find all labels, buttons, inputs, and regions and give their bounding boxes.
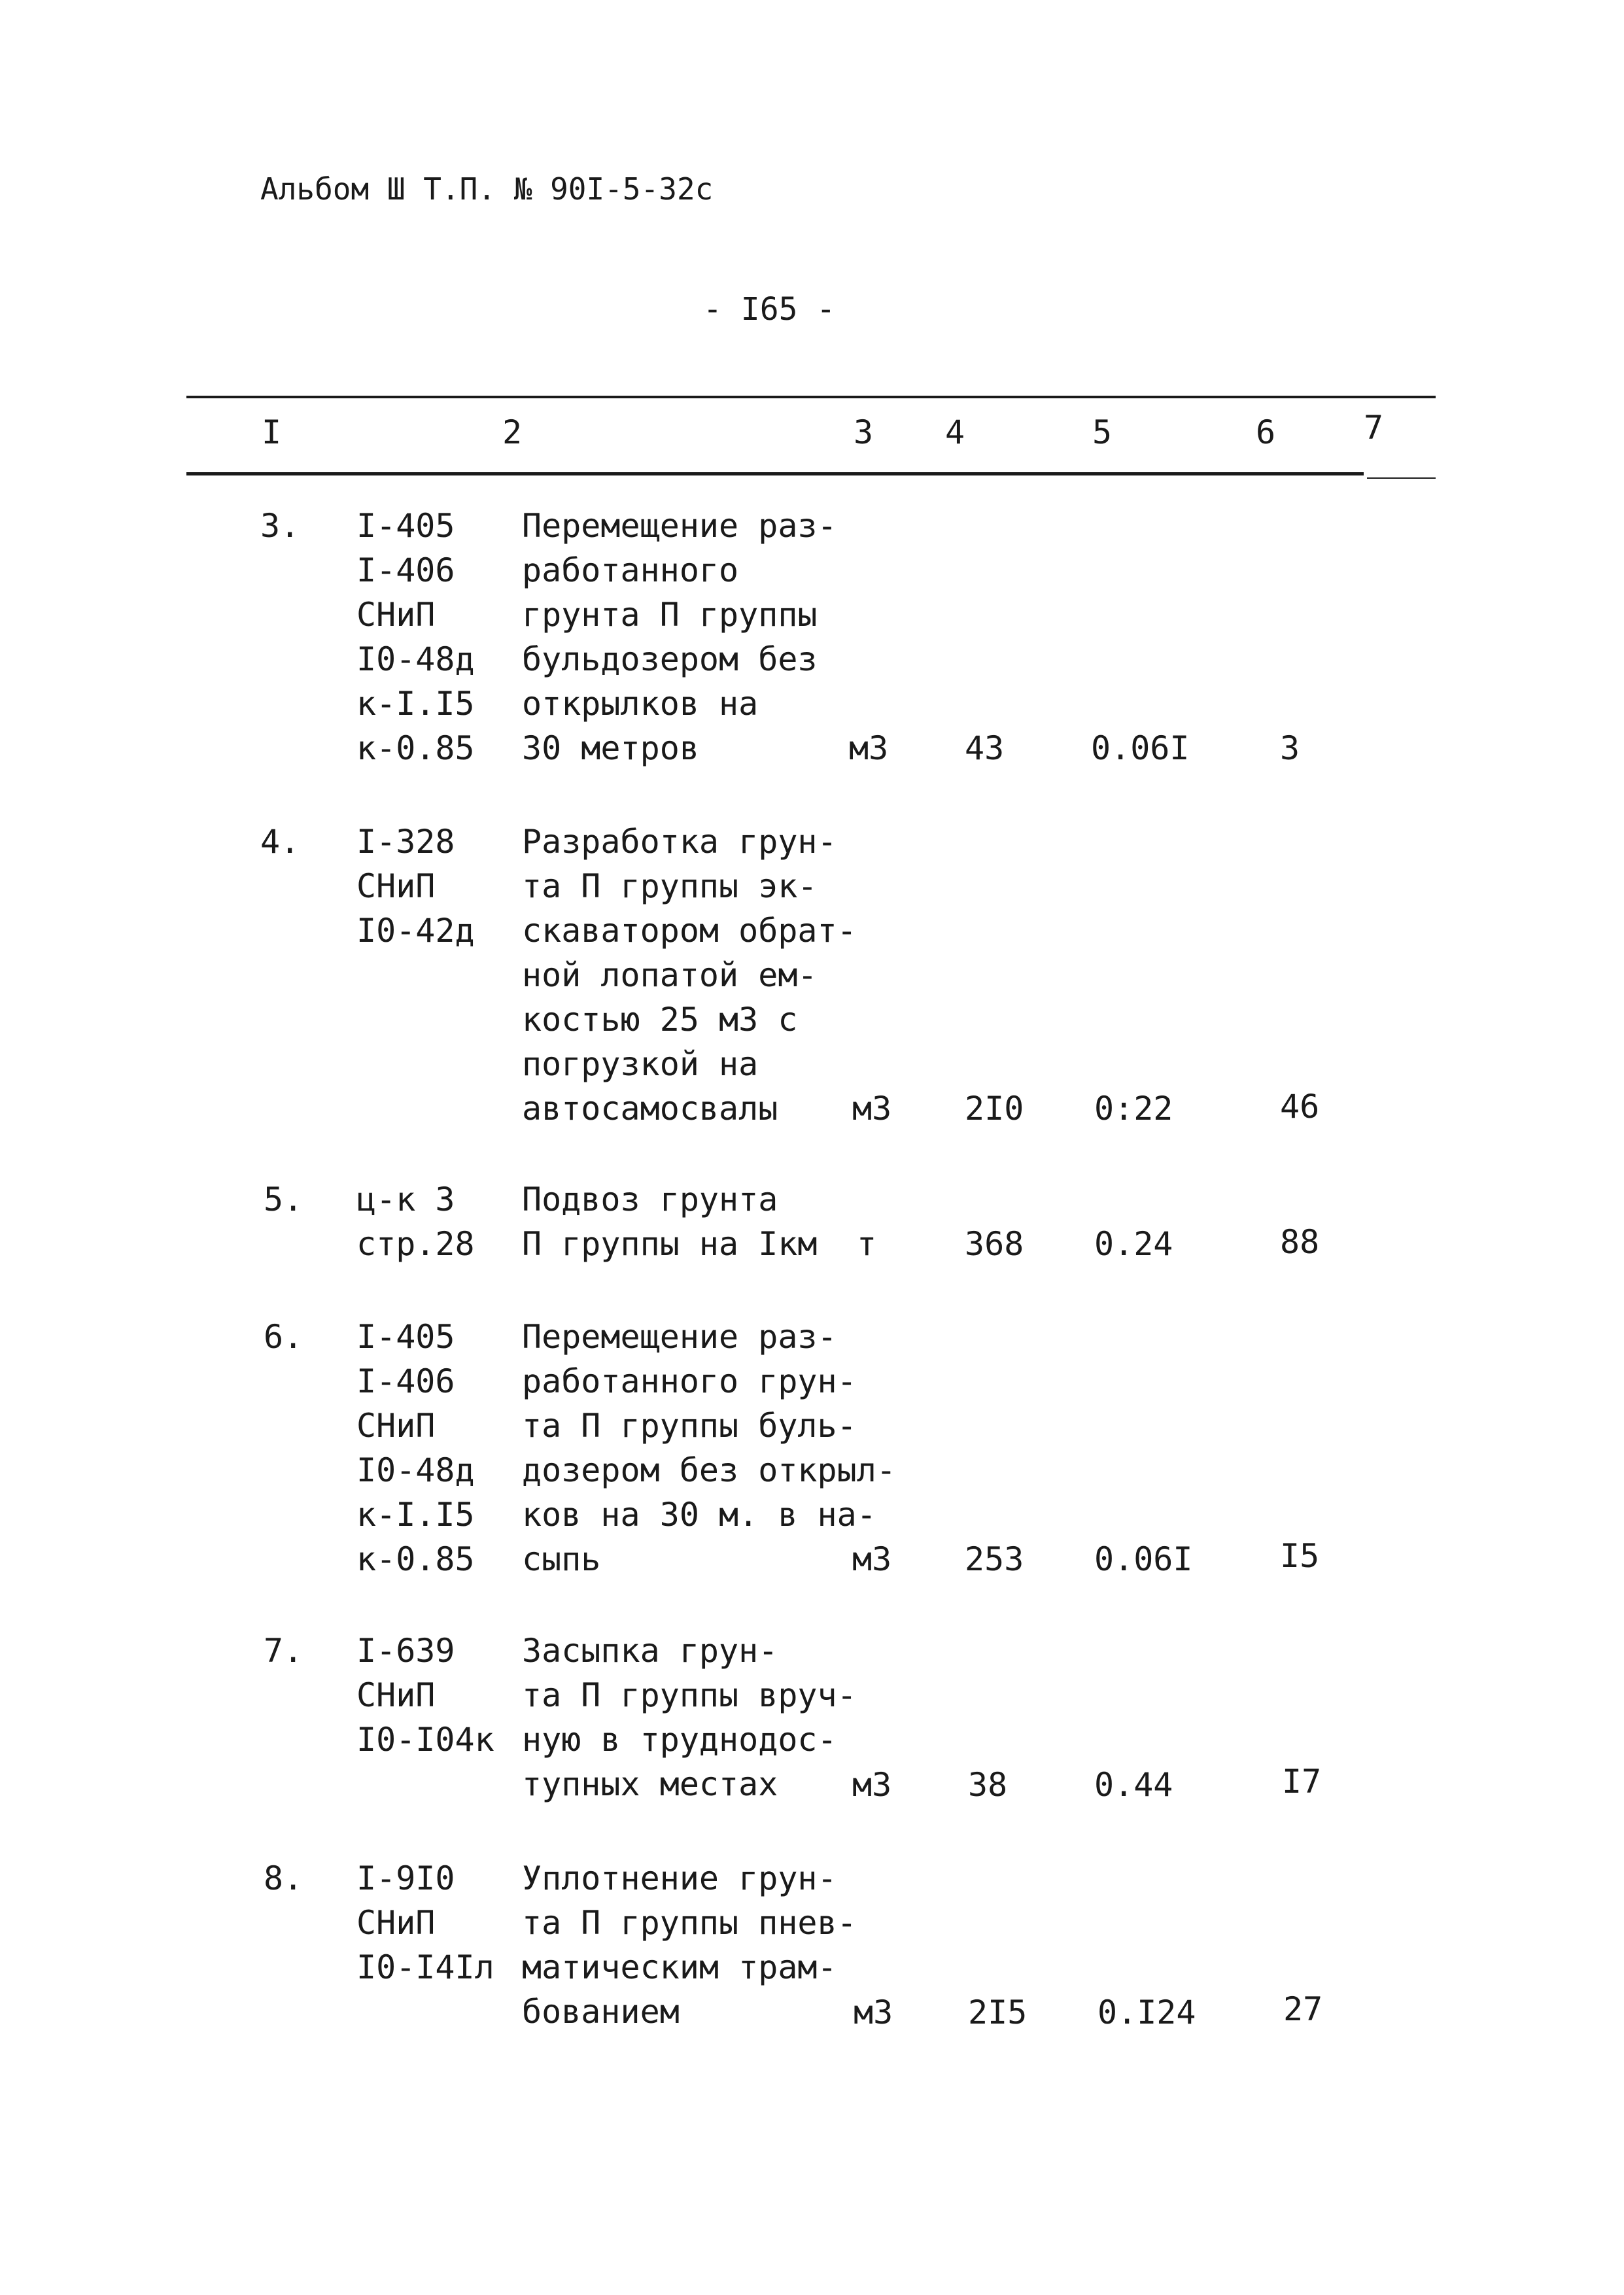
row-quantity: 253 [965,1540,1024,1578]
row-codes [356,820,475,953]
row-number: 7. [264,1632,303,1670]
description-line: П группы на Iкм [522,1225,818,1263]
description-line: дозером без открыл- [522,1451,896,1489]
row-total: 27 [1283,1990,1323,2028]
row-unit: м3 [852,1540,892,1578]
row-number: 4. [260,823,300,861]
description-line: скаватором обрат- [522,912,857,950]
description-line: ной лопатой ем- [522,956,818,994]
row-quantity: 43 [965,729,1005,767]
column-number-7: 7 [1364,409,1384,447]
column-number-6: 6 [1256,413,1276,451]
row-norm: 0:22 [1094,1090,1173,1128]
description-line: ную в труднодос- [522,1721,837,1759]
row-number: 5. [264,1181,303,1218]
description-line: Подвоз грунта [522,1181,778,1218]
description-line: та П группы пнев- [522,1904,857,1942]
row-quantity: 368 [965,1225,1024,1263]
table-header-rule-tail [1367,477,1436,479]
row-norm: 0.I24 [1097,1993,1196,2031]
table-header-rule [186,472,1364,475]
row-norm: 0.24 [1094,1225,1173,1263]
page-number: - I65 - [703,291,836,328]
row-norm: 0.06I [1094,1540,1193,1578]
code-line: к-I.I5 [356,1496,475,1534]
row-description [522,1177,818,1266]
code-line: I-328 [356,823,455,861]
code-line: к-0.85 [356,1540,475,1578]
code-line: I-9I0 [356,1859,455,1897]
row-codes [356,1629,494,1762]
column-number-3: 3 [854,413,874,451]
description-line: матическим трам- [522,1948,837,1986]
row-total: I7 [1282,1763,1322,1801]
description-line: погрузкой на [522,1045,759,1083]
description-line: тупных местах [522,1765,778,1803]
code-line: к-I.I5 [356,685,475,723]
row-number: 8. [264,1859,303,1897]
code-line: СНиП [356,1407,436,1445]
code-line: I-406 [356,551,455,589]
row-unit: м3 [852,1090,892,1128]
row-unit: м3 [852,1766,892,1804]
row-unit: т [857,1225,877,1263]
table-top-rule [186,396,1436,398]
row-quantity: 2I0 [965,1090,1024,1128]
row-unit: м3 [854,1993,893,2031]
description-line: та П группы эк- [522,867,818,905]
description-line: Уплотнение грун- [522,1859,837,1897]
row-description [522,1629,857,1806]
row-description [522,820,857,1131]
code-line: к-0.85 [356,729,475,767]
description-line: Засыпка грун- [522,1632,778,1670]
description-line: работанного грун- [522,1362,857,1400]
row-total: 3 [1280,729,1300,767]
code-line: ц-к 3 [356,1181,455,1218]
column-number-5: 5 [1092,413,1113,451]
code-line: I-405 [356,1318,455,1356]
description-line: костью 25 м3 с [522,1001,798,1039]
description-line: сыпь [522,1540,601,1578]
column-number-1: I [262,413,282,451]
row-description [522,504,837,770]
row-quantity: 38 [968,1766,1008,1804]
description-line: ков на 30 м. в на- [522,1496,876,1534]
description-line: бульдозером без [522,640,818,678]
description-line: работанного [522,551,739,589]
description-line: открылков на [522,685,759,723]
code-line: I0-I04к [356,1721,494,1759]
row-total: 88 [1280,1223,1320,1261]
description-line: грунта П группы [522,596,818,634]
code-line: I0-42д [356,912,475,950]
description-line: Перемещение раз- [522,1318,837,1356]
row-norm: 0.06I [1091,729,1190,767]
row-codes [356,1177,475,1266]
row-codes [356,1315,475,1581]
description-line: та П группы вруч- [522,1676,857,1714]
code-line: I-405 [356,507,455,545]
row-number: 6. [264,1318,303,1356]
code-line: I-639 [356,1632,455,1670]
column-number-4: 4 [945,413,965,451]
row-unit: м3 [849,729,889,767]
description-line: Разработка грун- [522,823,837,861]
description-line: 30 метров [522,729,699,767]
album-header: Альбом Ш Т.П. № 90I-5-32с [260,171,714,207]
description-line: та П группы буль- [522,1407,857,1445]
row-description [522,1315,896,1581]
row-total: 46 [1280,1088,1320,1126]
description-line: автосамосвалы [522,1090,778,1128]
row-number: 3. [260,507,300,545]
description-line: Перемещение раз- [522,507,837,545]
row-norm: 0.44 [1094,1766,1173,1804]
code-line: I0-48д [356,1451,475,1489]
code-line: I-406 [356,1362,455,1400]
description-line: бованием [522,1993,680,2031]
row-quantity: 2I5 [968,1993,1028,2031]
code-line: СНиП [356,596,436,634]
code-line: СНиП [356,1904,436,1942]
code-line: СНиП [356,1676,436,1714]
row-codes [356,1856,494,1990]
code-line: стр.28 [356,1225,475,1263]
code-line: I0-I4Iл [356,1948,494,1986]
row-total: I5 [1280,1537,1320,1575]
code-line: I0-48д [356,640,475,678]
row-description [522,1856,857,2034]
row-codes [356,504,475,770]
code-line: СНиП [356,867,436,905]
column-number-2: 2 [502,413,523,451]
